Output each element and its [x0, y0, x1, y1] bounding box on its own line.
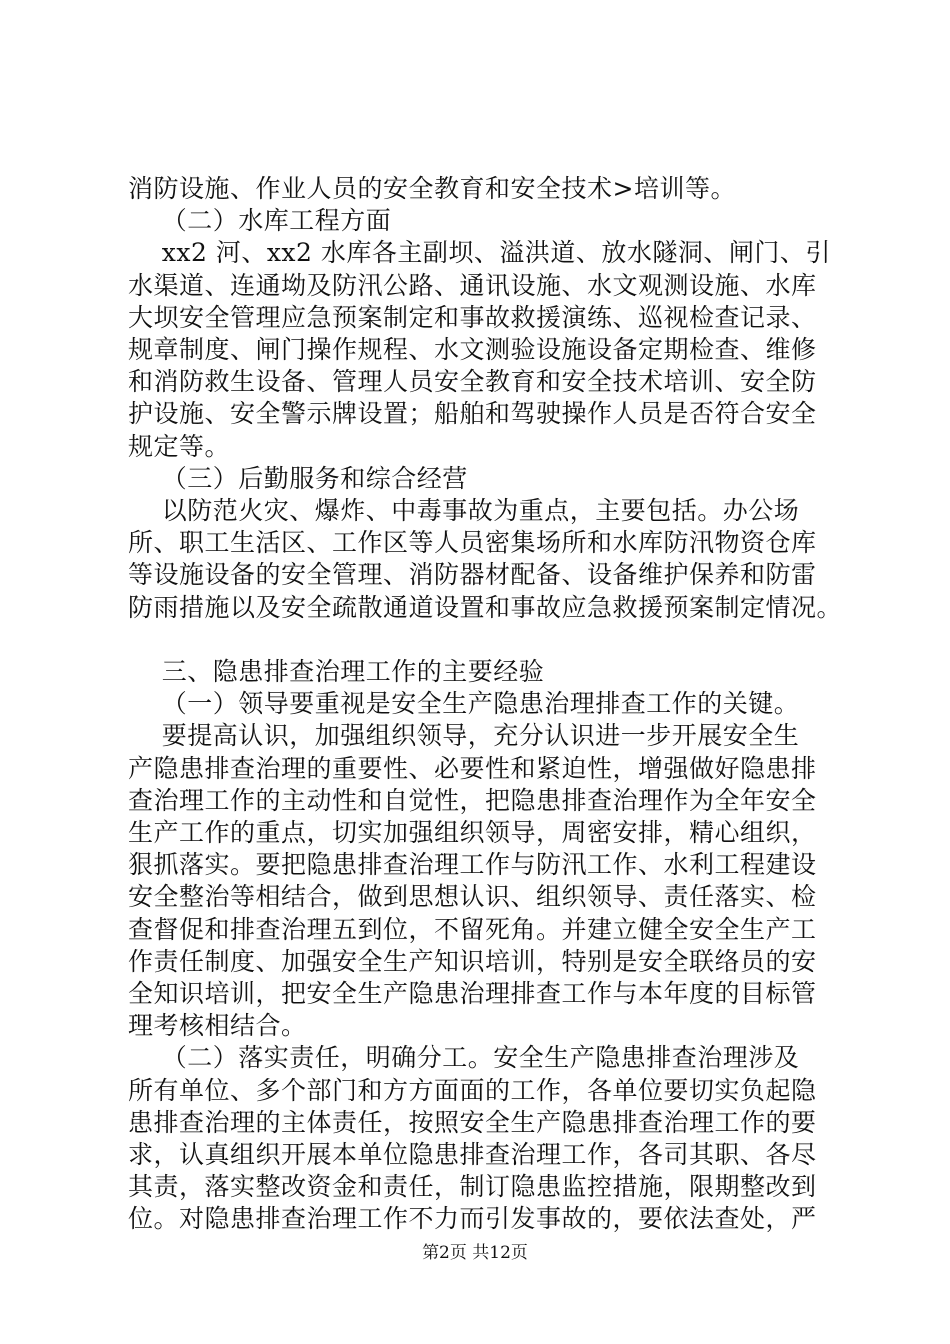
text-line: （二）落实责任，明确分工。安全生产隐患排查治理涉及: [128, 1043, 800, 1073]
page-footer: 第2页 共12页: [422, 1243, 528, 1263]
text-line: xx2 河、xx2 水库各主副坝、溢洪道、放水隧洞、闸门、引: [128, 238, 831, 268]
text-line: 大坝安全管理应急预案制定和事故救援演练、巡视检查记录、: [128, 302, 817, 332]
text-line: 消防设施、作业人员的安全教育和安全技术>培训等。: [128, 174, 736, 203]
text-line: 规章制度、闸门操作规程、水文测验设施设备定期检查、维修: [128, 335, 817, 364]
text-line: 生产工作的重点，切实加强组织领导，周密安排，精心组织，: [128, 818, 817, 847]
text-line: （三）后勤服务和综合经营: [128, 463, 468, 493]
text-line: 规定等。: [128, 431, 231, 461]
text-line: 作责任制度、加强安全生产知识培训，特别是安全联络员的安: [128, 946, 817, 976]
text-line: 护设施、安全警示牌设置；船舶和驾驶操作人员是否符合安全: [128, 399, 817, 429]
text-line: 理考核相结合。: [128, 1011, 307, 1041]
text-line: 三、隐患排查治理工作的主要经验: [128, 657, 545, 686]
text-line: 求，认真组织开展本单位隐患排查治理工作，各司其职、各尽: [128, 1140, 817, 1169]
text-line: 位。对隐患排查治理工作不力而引发事故的，要依法查处，严: [128, 1204, 817, 1234]
text-line: （二）水库工程方面: [128, 206, 392, 236]
text-line: 等设施设备的安全管理、消防器材配备、设备维护保养和防雷: [128, 560, 817, 590]
text-line: 水渠道、连通坳及防汛公路、通讯设施、水文观测设施、水库: [128, 270, 817, 300]
text-line: 安全整治等相结合，做到思想认识、组织领导、责任落实、检: [128, 882, 817, 912]
text-line: 全知识培训，把安全生产隐患治理排查工作与本年度的目标管: [128, 979, 817, 1008]
text-line: 查治理工作的主动性和自觉性，把隐患排查治理作为全年安全: [128, 785, 817, 815]
text-line: [128, 623, 868, 657]
text-line: 所、职工生活区、工作区等人员密集场所和水库防汛物资仓库: [128, 528, 817, 558]
text-line: 狠抓落实。要把隐患排查治理工作与防汛工作、水利工程建设: [128, 850, 817, 880]
text-line: 其责，落实整改资金和责任，制订隐患监控措施，限期整改到: [128, 1172, 817, 1202]
text-line: （一）领导要重视是安全生产隐患治理排查工作的关键。: [128, 689, 800, 719]
text-line: 和消防救生设备、管理人员安全教育和安全技术培训、安全防: [128, 367, 817, 397]
text-line: 以防范火灾、爆炸、中毒事故为重点，主要包括。办公场: [128, 496, 800, 525]
text-line: 患排查治理的主体责任，按照安全生产隐患排查治理工作的要: [128, 1107, 817, 1137]
text-line: 防雨措施以及安全疏散通道设置和事故应急救援预案制定情况。: [128, 592, 843, 622]
text-line: 要提高认识，加强组织领导，充分认识进一步开展安全生: [128, 721, 800, 751]
text-line: 查督促和排查治理五到位，不留死角。并建立健全安全生产工: [128, 914, 817, 944]
text-line: 产隐患排查治理的重要性、必要性和紧迫性，增强做好隐患排: [128, 753, 817, 783]
text-line: 所有单位、多个部门和方方面面的工作，各单位要切实负起隐: [128, 1075, 817, 1105]
